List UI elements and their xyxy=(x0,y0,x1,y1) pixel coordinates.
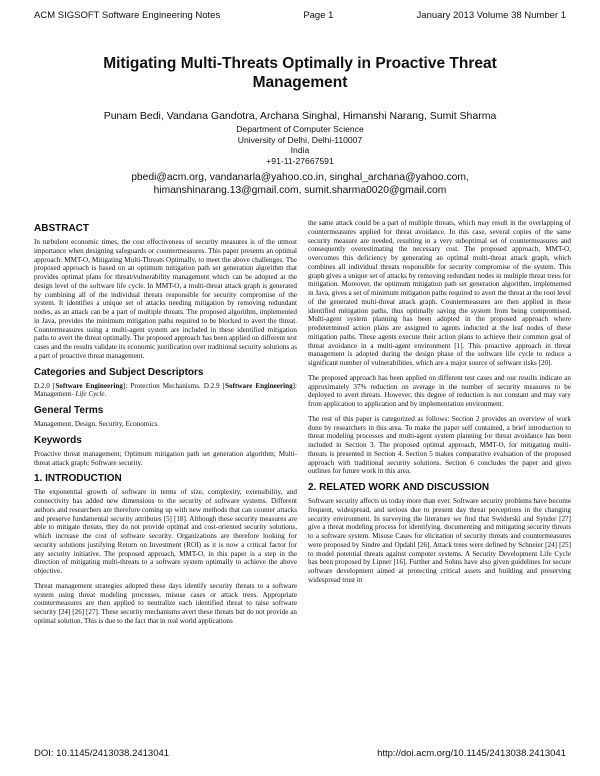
category-bold-2: Software Engineering xyxy=(225,381,293,390)
header-issue: January 2013 Volume 38 Number 1 xyxy=(416,10,566,21)
category-rest-2: ]: Management- xyxy=(34,381,298,399)
page-footer xyxy=(34,748,566,762)
keywords-heading: Keywords xyxy=(34,434,82,446)
email-line-1: pbedi@acm.org, vandanarla@yahoo.co.in, singhal_archana@yahoo.com, xyxy=(131,172,469,183)
abstract-heading: ABSTRACT xyxy=(34,223,89,234)
category-bold-1: Software Engineering xyxy=(55,381,123,390)
affiliation-country: India xyxy=(290,145,310,156)
author-list: Punam Bedi, Vandana Gandotra, Archana Singhal, Himanshi Narang, Sumit Sharma xyxy=(103,110,497,122)
categories-text xyxy=(34,382,297,400)
right-paragraph-2: The proposed approach has been applied on different test cases and our results indicate an approximately 37% reduction on average in the number of security measures to be deployed to avert threats. However, this degree of reduction is not constant and may vary from application to application and by implementation environment. xyxy=(308,373,571,408)
affiliation xyxy=(40,124,560,166)
categories-heading: Categories and Subject Descriptors xyxy=(34,366,204,378)
header-page-number: Page 1 xyxy=(303,10,334,21)
left-column xyxy=(34,221,297,632)
general-terms-text: Management, Design, Security, Economics. xyxy=(34,420,160,428)
author-emails xyxy=(40,172,560,197)
introduction-heading: 1. INTRODUCTION xyxy=(34,473,122,485)
email-line-2: himanshinarang.13@gmail.com, sumit.sharma0020@gmail.com xyxy=(153,184,447,196)
introduction-paragraph-2: Threat management strategies adopted these days identify security threats to a software system using threat modeling processes, misuse cases or attack trees. Appropriate countermeasures are then applied to neutralize each identified threat to raise software security [24] [26] [27]. These security mechanisms avert these threats but do not provide an optimal solution. This is due to the fact that in real world applications xyxy=(34,581,297,625)
category-rest-1: ]: Protection Mechanisms. D.2.9 [ xyxy=(122,381,226,390)
related-work-paragraph: Software security affects us today more than ever. Software security problems have become frequent, widespread, and serious due to present day threat perceptions in the changing security environment. In surveying the literature we find that Swiderski and Synder [27] give a threat modeling process for identifying, documenting and mitigating security threats to a software system. Misuse Cases for elicitation of security threats and countermeasures were proposed by Sindre and Opdahl [26]. Attack trees were defined by Schneier [24] [25] to model potential threats against computer systems. A Security Development Life Cycle has been proposed by Lipner [16]. Further and Sohns have also given guidelines for secure software development aimed at protecting critical assets and building and preserving widespread trust in xyxy=(308,497,571,584)
right-paragraph-1: the same attack could be a part of multiple threats, which may result in the overlapping of countermeasures applied for threat avoidance. In this case, several copies of the same security measure are needed, resulting in a very suboptimal set of countermeasures and consequently overestimating the necessary cost. The proposed approach, MMT-O, overcomes this deficiency by generating an optimal multi-threat attack graph, which combines all individual threats responsible for security compromise of the system. This graph gives a unique set of attacks by removing redundant nodes in multiple threat trees for mitigation. Moreover, the optimum mitigation path set generation algorithm, implemented in Java, gives a set of minimum mitigation paths required to avert the threat at the root level of the generated multi-threat attack graph. Countermeasures are then applied in these identified mitigation paths, thus optimally saving the system from being compromised. Multi-agent system planning has been adopted in the proposed approach where predetermined action plans are assigned to agents inducted at the leaf nodes of these mitigation paths. These agents execute their action plans to achieve their common goal of threat avoidance in a multi-agent environment [1]. This proactive approach in threat management is adopted during the design phase of the software life cycle to reduce a significant number of vulnerabilities, which are a major source of software risks [20]. xyxy=(308,219,571,367)
paper-title: Mitigating Multi-Threats Optimally in Proactive Threat Management xyxy=(103,55,497,91)
running-header xyxy=(34,10,566,24)
footer-url[interactable]: http://doi.acm.org/10.1145/2413038.2413041 xyxy=(377,748,566,759)
related-work-heading: 2. RELATED WORK AND DISCUSSION xyxy=(308,482,490,493)
general-terms-heading: General Terms xyxy=(34,405,104,416)
category-italic: Life Cycle. xyxy=(75,390,107,399)
abstract-text: In turbulent economic times, the cost effectiveness of security measures is of the utmost importance when designing safeguards or countermeasures. This paper presents an optimal approach: MMT-O, Mitigating Multi-Threats Optimally, to meet the above challenges. The proposed approach is based on an optimum mitigation path set generation algorithm that provides optimal plans for threat/vulnerability management which can be adopted at the design level of the software life cycle. In MMT-O, a multi-threat attack graph is generated by combining all of the individual threats responsible for security compromise of the system. It identifies a unique set of attacks needing mitigation by removing redundant nodes, as an attack can be a part of multiple threats. The proposed algorithm, implemented in Java, provides the minimum mitigation paths required to be blocked to avert the threat. Countermeasures using a multi-agent system are included in these identified mitigation paths to avert the threat optimally. The proposed approach has been applied on different test cases and the results validate its economic justification over traditional security solutions as a part of proactive threat management. xyxy=(34,238,297,360)
introduction-paragraph-1: The exponential growth of software in terms of size, complexity, extensibility, and connectivity has added new dimensions to the security of software systems. Different authors and researchers are therefore coming up with new methods that can counter attacks and preserve fundamental security attributes [5] [18]. Although these security measures are able to mitigate threats, they do not provide optimal and cost-oriented security solutions, which increase the cost of software security. Organizations are therefore looking for security solutions justifying Return on Investment (ROI) as it is now a critical factor for any security initiative. The proposed approach, MMT-O, in this paper is a step in the direction of mitigating multi-threats to a software system optimally to achieve the above objective. xyxy=(34,488,297,575)
footer-doi: DOI: 10.1145/2413038.2413041 xyxy=(34,748,170,759)
right-column xyxy=(308,219,571,591)
affiliation-phone: +91-11-27667591 xyxy=(266,155,334,166)
affiliation-department: Department of Computer Science xyxy=(236,124,364,134)
category-code: D.2.0 [ xyxy=(34,381,56,390)
right-paragraph-3: The rest of this paper is categorized as follows: Section 2 provides an overview of work done by researchers in this area. To make the paper self contained, a brief introduction to threat modeling processes and multi-agent system planning for threat avoidance has been included in Section 3. The proposed optimal approach, MMT-O, for mitigating multi-threats is presented in Section 4. Section 5 makes comparative evaluation of the proposed approach with traditional security solutions. Section 6 concludes the paper and gives outlines for future work in this area. xyxy=(308,414,571,476)
header-journal: ACM SIGSOFT Software Engineering Notes xyxy=(34,10,221,21)
keywords-text: Proactive threat management; Optimum mitigation path set generation algorithm; Multi-threat attack graph; Software security. xyxy=(34,449,297,467)
affiliation-university: University of Delhi, Delhi-110007 xyxy=(237,134,363,145)
